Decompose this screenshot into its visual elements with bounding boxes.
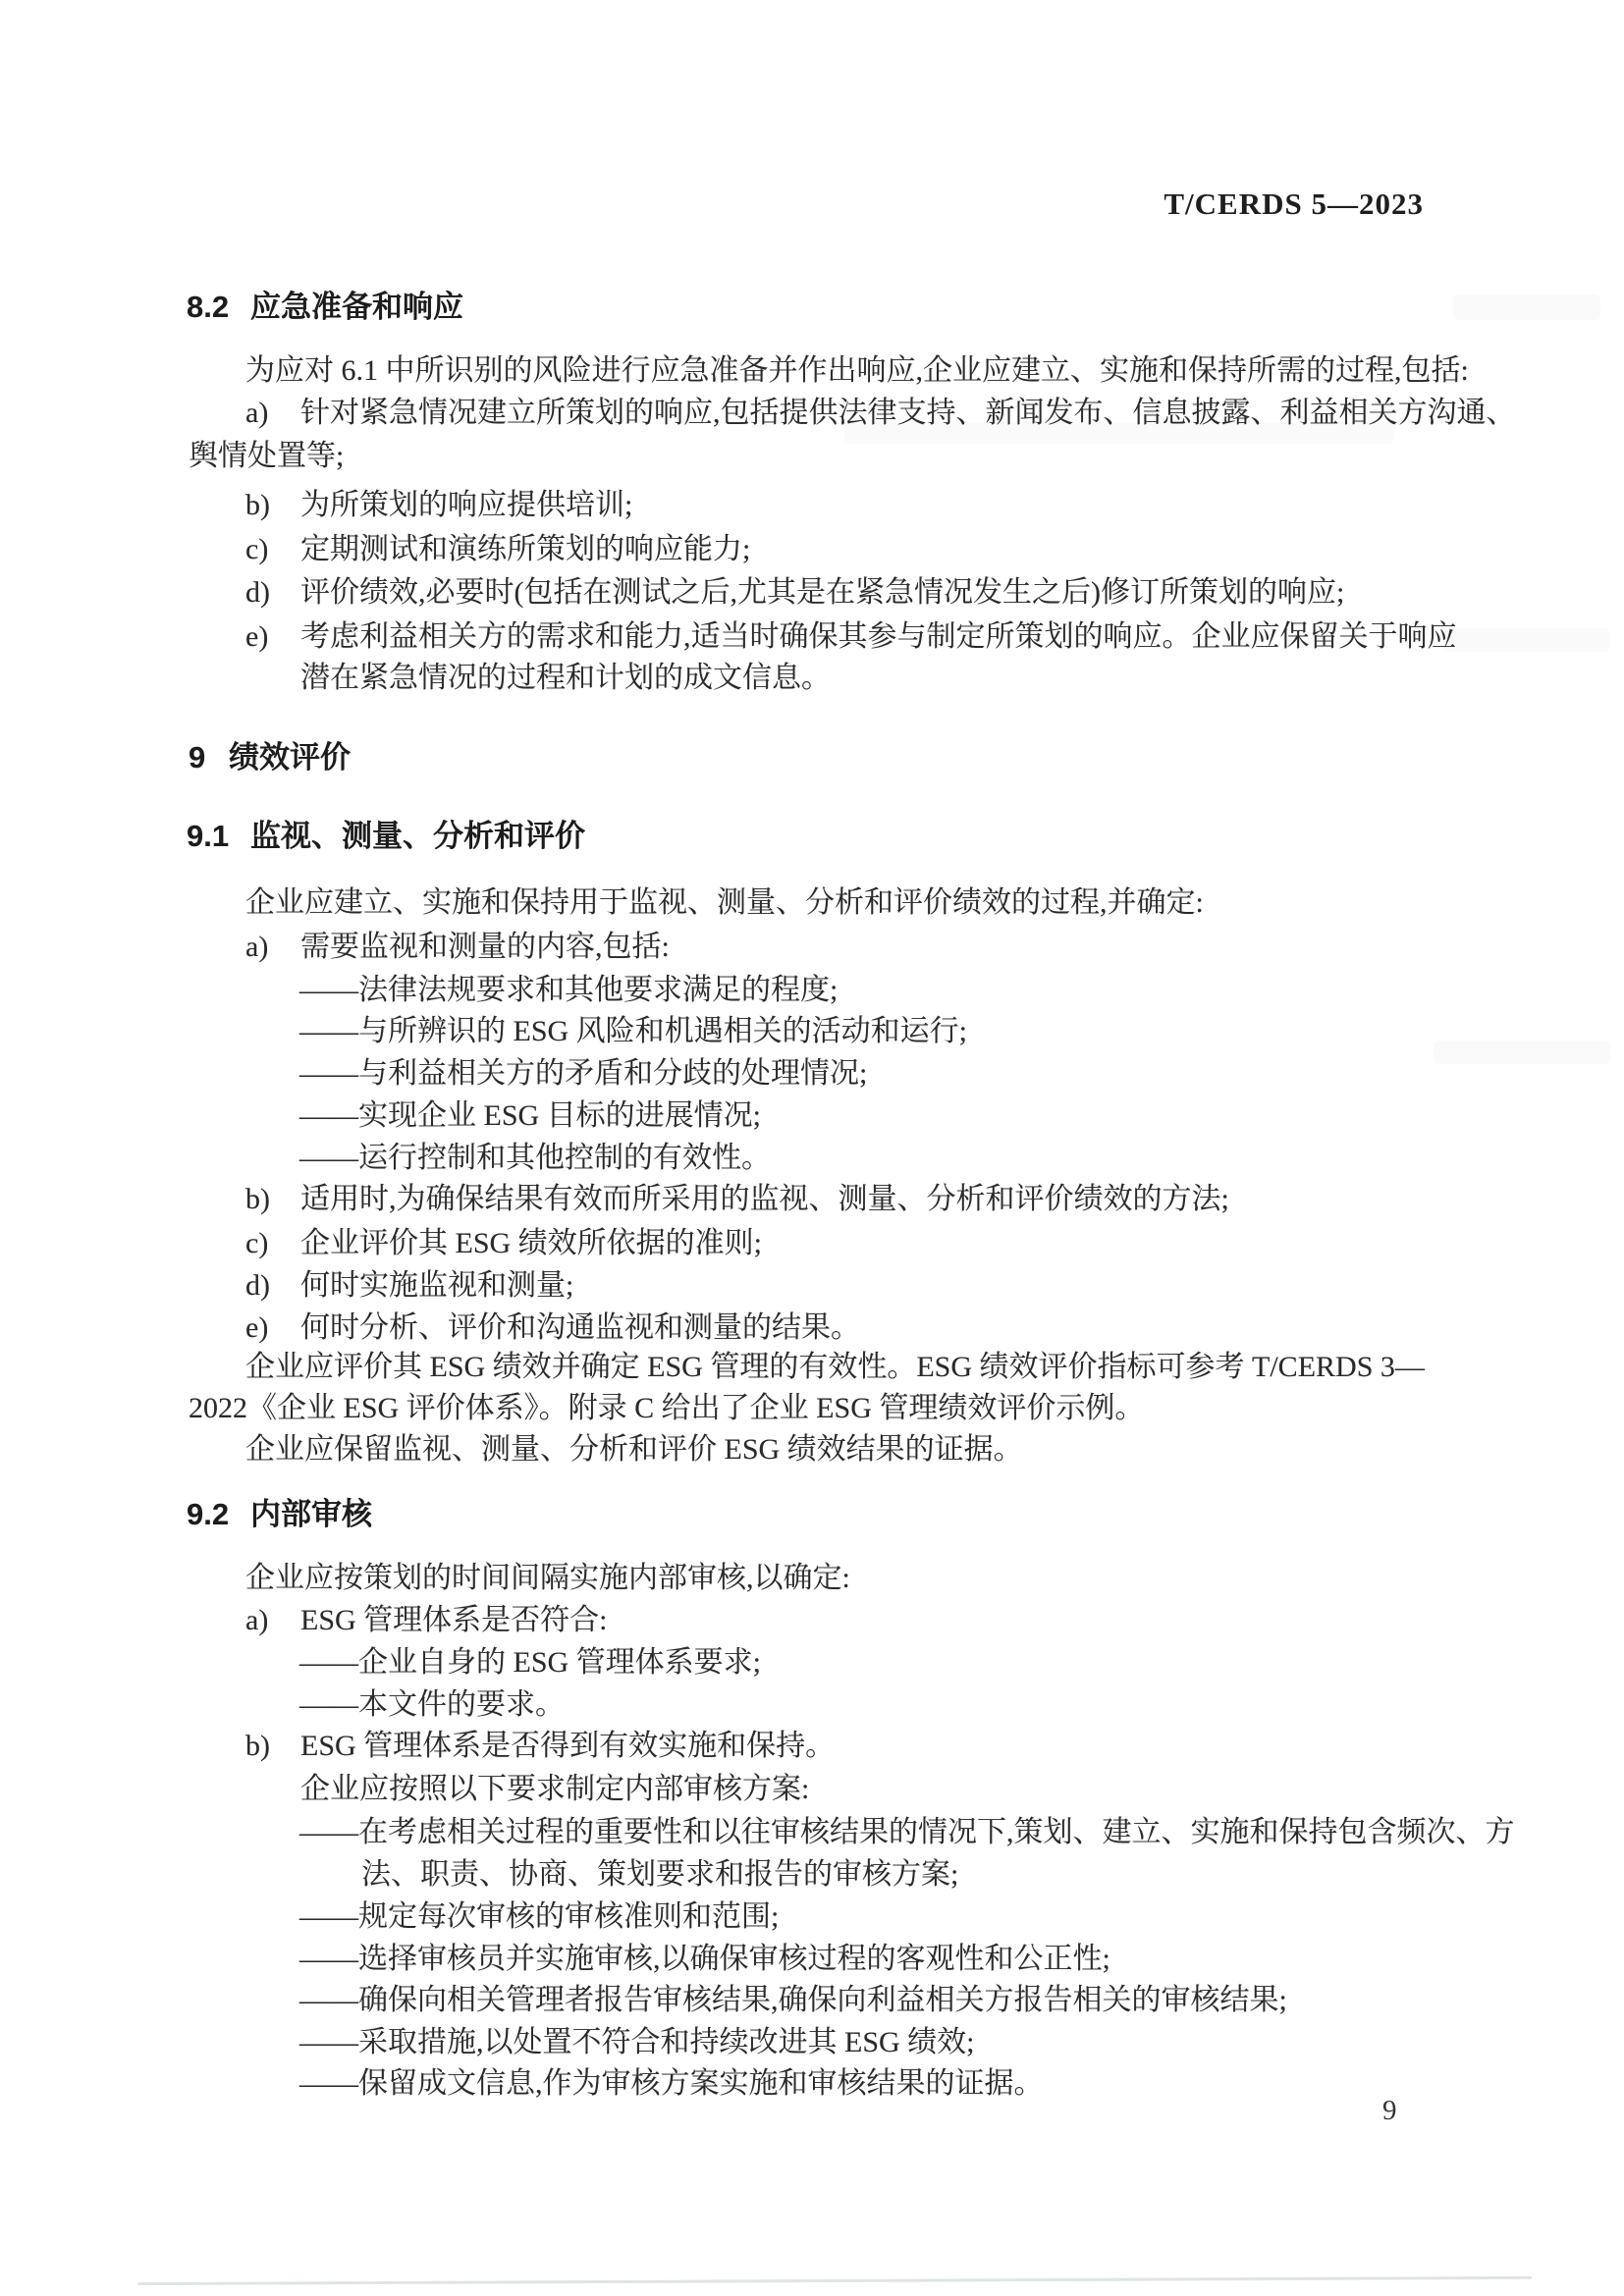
list-item-continuation xyxy=(300,1771,809,1808)
line-text: 企业应评价其 ESG 绩效并确定 ESG 管理的有效性。ESG 绩效评价指标可参考 T/CERDS 3— xyxy=(245,1351,1425,1383)
line-text: 评价绩效,必要时(包括在测试之后,尤其是在紧急情况发生之后)修订所策划的响应; xyxy=(300,576,1345,609)
paragraph-continuation xyxy=(189,438,344,475)
dash-list-item xyxy=(299,1097,761,1135)
line-text: 针对紧急情况建立所策划的响应,包括提供法律支持、新闻发布、信息披露、利益相关方沟通、 xyxy=(300,397,1516,429)
dash-list-item xyxy=(299,1814,1515,1851)
dash-list-item xyxy=(299,2065,1044,2103)
section-heading xyxy=(187,289,463,326)
section-heading xyxy=(187,1496,372,1533)
heading-number: 9 xyxy=(189,740,206,774)
line-text: 监视、测量、分析和评价 xyxy=(250,819,585,853)
line-text: 定期测试和演练所策划的响应能力; xyxy=(300,533,751,565)
list-item-label: d) xyxy=(245,576,270,609)
list-item-label: b) xyxy=(245,1730,270,1762)
line-text: ESG 管理体系是否符合: xyxy=(300,1604,608,1636)
line-text: ESG 管理体系是否得到有效实施和保持。 xyxy=(300,1730,836,1762)
line-text: 企业应保留监视、测量、分析和评价 ESG 绩效结果的证据。 xyxy=(245,1433,1023,1466)
dash-list-item xyxy=(299,1140,771,1177)
line-text: 何时分析、评价和沟通监视和测量的结果。 xyxy=(300,1311,860,1344)
line-text: ——确保向相关管理者报告审核结果,确保向利益相关方报告相关的审核结果; xyxy=(299,1984,1287,2016)
list-item xyxy=(245,618,1457,656)
paragraph xyxy=(245,1560,850,1597)
line-text: 企业应按照以下要求制定内部审核方案: xyxy=(300,1773,810,1805)
list-item xyxy=(245,1225,762,1262)
heading-number: 8.2 xyxy=(187,290,230,324)
chapter-heading xyxy=(189,739,351,776)
list-item xyxy=(245,487,632,524)
line-text: 考虑利益相关方的需求和能力,适当时确保其参与制定所策划的响应。企业应保留关于响应 xyxy=(300,620,1457,653)
line-text: ——规定每次审核的审核准则和范围; xyxy=(299,1900,780,1933)
list-item-label: e) xyxy=(245,1311,269,1344)
line-text: ——采取措施,以处置不符合和持续改进其 ESG 绩效; xyxy=(299,2026,975,2058)
paragraph xyxy=(245,884,1204,922)
list-item-label: a) xyxy=(245,1604,269,1636)
dash-list-item xyxy=(299,1013,967,1050)
line-text: ——与所辨识的 ESG 风险和机遇相关的活动和运行; xyxy=(299,1015,968,1047)
dash-list-item xyxy=(299,1982,1287,2019)
list-item-continuation xyxy=(300,660,831,697)
line-text: 为所策划的响应提供培训; xyxy=(300,489,633,521)
line-text: ——保留成文信息,作为审核方案实施和审核结果的证据。 xyxy=(299,2067,1044,2100)
line-text: ——在考虑相关过程的重要性和以往审核结果的情况下,策划、建立、实施和保持包含频次、方 xyxy=(299,1816,1515,1848)
scan-artifact xyxy=(1434,1041,1610,1064)
page-number: 9 xyxy=(1382,2095,1397,2126)
line-text: 何时实施监视和测量; xyxy=(300,1269,574,1302)
line-text: 2022《企业 ESG 评价体系》。附录 C 给出了企业 ESG 管理绩效评价示例。 xyxy=(189,1392,1145,1424)
scan-edge-line xyxy=(137,2276,1532,2285)
paragraph-continuation xyxy=(189,1390,1144,1427)
line-text: ——选择审核员并实施审核,以确保审核过程的客观性和公正性; xyxy=(299,1943,1110,1975)
line-text: 企业评价其 ESG 绩效所依据的准则; xyxy=(300,1227,763,1259)
list-item xyxy=(245,395,1516,432)
dash-list-item xyxy=(299,1686,565,1724)
line-text: 为应对 6.1 中所识别的风险进行应急准备并作出响应,企业应建立、实施和保持所需的过程,包括: xyxy=(245,354,1469,387)
list-item-label: c) xyxy=(245,1227,269,1259)
list-item xyxy=(245,1602,608,1639)
list-item xyxy=(245,1181,1229,1218)
paragraph xyxy=(245,352,1469,390)
paragraph xyxy=(245,1349,1425,1386)
line-text: 需要监视和测量的内容,包括: xyxy=(300,931,670,963)
list-item-label: c) xyxy=(245,533,269,565)
line-text: 舆情处置等; xyxy=(189,440,345,472)
list-item-label: b) xyxy=(245,1183,270,1215)
dash-list-item xyxy=(299,1898,779,1936)
line-text: 应急准备和响应 xyxy=(250,290,463,324)
dash-list-item xyxy=(299,1644,761,1682)
line-text: ——企业自身的 ESG 管理体系要求; xyxy=(299,1646,762,1679)
heading-number: 9.1 xyxy=(187,819,230,853)
line-text: 法、职责、协商、策划要求和报告的审核方案; xyxy=(361,1858,959,1891)
line-text: ——运行控制和其他控制的有效性。 xyxy=(299,1142,771,1174)
doc-code-header: T/CERDS 5—2023 xyxy=(1164,187,1424,221)
line-text: 企业应建立、实施和保持用于监视、测量、分析和评价绩效的过程,并确定: xyxy=(245,886,1204,919)
list-item-label: e) xyxy=(245,620,269,653)
scan-artifact xyxy=(1453,294,1600,320)
line-text: ——实现企业 ESG 目标的进展情况; xyxy=(299,1099,762,1132)
line-text: ——法律法规要求和其他要求满足的程度; xyxy=(299,974,839,1006)
line-text: 适用时,为确保结果有效而所采用的监视、测量、分析和评价绩效的方法; xyxy=(300,1183,1229,1215)
list-item xyxy=(245,1728,835,1765)
paragraph xyxy=(245,1431,1023,1468)
list-item xyxy=(245,531,750,568)
line-text: 绩效评价 xyxy=(229,740,351,774)
line-text: ——与利益相关方的矛盾和分歧的处理情况; xyxy=(299,1057,868,1090)
list-item-label: d) xyxy=(245,1269,270,1302)
list-item xyxy=(245,1309,860,1347)
heading-number: 9.2 xyxy=(187,1497,230,1531)
dash-list-item xyxy=(299,2024,975,2061)
list-item xyxy=(245,1267,573,1305)
line-text: 内部审核 xyxy=(250,1497,372,1531)
list-item-label: b) xyxy=(245,489,270,521)
line-text: 企业应按策划的时间间隔实施内部审核,以确定: xyxy=(245,1562,850,1594)
line-text: 潜在紧急情况的过程和计划的成文信息。 xyxy=(300,662,831,694)
line-text: ——本文件的要求。 xyxy=(299,1688,565,1721)
scan-artifact xyxy=(1443,628,1610,652)
section-heading xyxy=(187,818,585,855)
dash-list-item xyxy=(299,972,838,1009)
list-item xyxy=(245,929,670,966)
list-item-label: a) xyxy=(245,931,269,963)
dash-list-item xyxy=(299,1941,1110,1978)
list-item xyxy=(245,574,1344,612)
list-item-label: a) xyxy=(245,397,269,429)
list-item-continuation xyxy=(361,1856,958,1894)
dash-list-item xyxy=(299,1055,867,1093)
